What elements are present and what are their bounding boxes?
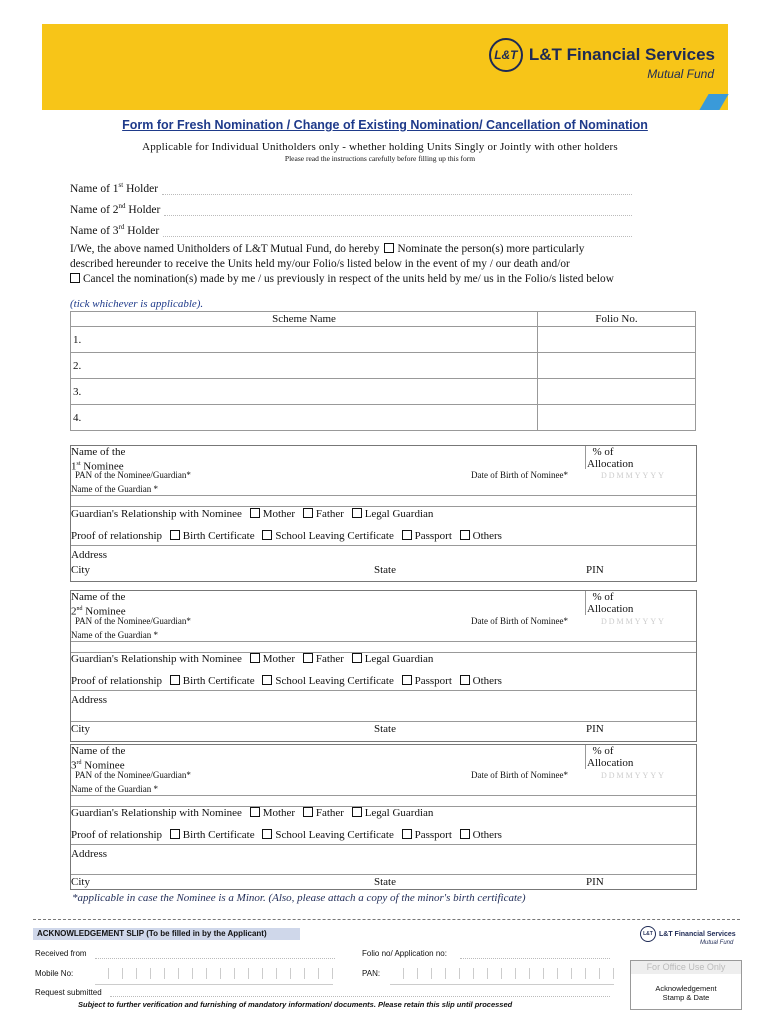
school-cert-checkbox[interactable] [262,530,272,540]
dob-input[interactable]: DDMMYYYY [601,471,666,480]
cancel-checkbox[interactable] [70,273,80,283]
scheme-row[interactable]: 1. [71,327,538,353]
state-label: State [374,564,396,576]
folio-label: Folio no/ Application no: [362,949,447,958]
dob-label: Date of Birth of Nominee* [471,470,568,480]
city-label: City [71,564,90,576]
holder-3-field[interactable] [163,226,632,237]
dob-label: Date of Birth of Nominee* [471,616,568,626]
proof-row: Proof of relationship Birth Certificate School Leaving Certificate Passport Others [71,675,502,687]
holder-2[interactable]: Name of 2nd Holder [70,202,632,216]
holder-1[interactable]: Name of 1st Holder [70,181,632,195]
others-checkbox[interactable] [460,829,470,839]
form-title: Form for Fresh Nomination / Change of Existing Nomination/ Cancellation of Nomination [122,118,648,132]
pan-ack-label: PAN: [362,969,381,978]
pan-ack-field[interactable] [390,966,614,985]
nominee-3-block: Name of the 3rd Nominee % of Allocation PAN of the Nominee/Guardian* Date of Birth of Nominee* DDMMYYYY Name of the Guardian * Guardian's Relationship with Nominee Mother Father Legal Guardian Proof of relationship Birth Certificate School Leaving Certificate Passport Others Address City State PIN [70,744,697,890]
proof-row: Proof of relationship Birth Certificate School Leaving Certificate Passport Others [71,829,502,841]
nominate-checkbox[interactable] [384,243,394,253]
brand-name: L&T Financial Services [528,45,715,64]
pin-label: PIN [586,723,604,735]
others-checkbox[interactable] [460,530,470,540]
dob-input[interactable]: DDMMYYYY [601,771,666,780]
scheme-row[interactable]: 3. [71,379,538,405]
state-label: State [374,876,396,888]
dob-input[interactable]: DDMMYYYY [601,617,666,626]
ack-logo: L&T L&T Financial Services [640,926,736,942]
nominee-2-block: Name of the 2nd Nominee % of Allocation PAN of the Nominee/Guardian* Date of Birth of Nominee* DDMMYYYY Name of the Guardian * Guardian's Relationship with Nominee Mother Father Legal Guardian Proof of relationship Birth Certificate School Leaving Certificate Passport Others Address City State PIN [70,590,697,742]
form-subtitle: Applicable for Individual Unitholders only - whether holding Units Singly or Jointly with other holders [142,141,618,153]
scheme-row[interactable]: 4. [71,405,538,431]
mobile-field[interactable] [95,966,333,985]
relationship-row: Guardian's Relationship with Nominee Mother Father Legal Guardian [71,508,434,520]
birth-cert-checkbox[interactable] [170,675,180,685]
ack-title: ACKNOWLEDGEMENT SLIP (To be filled in by the Applicant) [33,928,300,940]
city-label: City [71,876,90,888]
folio-cell[interactable] [538,327,696,353]
scheme-table [70,311,696,431]
passport-checkbox[interactable] [402,675,412,685]
nominee-1-block: Name of the 1st Nominee % of Allocation PAN of the Nominee/Guardian* Date of Birth of Nominee* DDMMYYYY Name of the Guardian * Guardian's Relationship with Nominee Mother Father Legal Guardian Proof of relationship Birth Certificate School Leaving Certificate Passport Others Address City State PIN [70,445,697,582]
mobile-label: Mobile No: [35,969,74,978]
state-label: State [374,723,396,735]
mother-checkbox[interactable] [250,807,260,817]
office-use-box [630,960,742,1010]
folio-cell[interactable] [538,405,696,431]
minor-footnote: *applicable in case the Nominee is a Minor. (Also, please attach a copy of the minor's birth certificate) [72,892,526,904]
request-field[interactable] [110,986,610,997]
passport-checkbox[interactable] [402,530,412,540]
guardian-name-label: Name of the Guardian * [71,784,158,794]
folio-header: Folio No. [538,312,696,327]
scheme-row[interactable]: 2. [71,353,538,379]
legal-guardian-checkbox[interactable] [352,508,362,518]
holder-2-field[interactable] [164,205,632,216]
address-label: Address [71,549,108,561]
pan-label: PAN of the Nominee/Guardian* [75,770,191,780]
passport-checkbox[interactable] [402,829,412,839]
folio-cell[interactable] [538,353,696,379]
request-label: Request submitted [35,988,102,997]
legal-guardian-checkbox[interactable] [352,807,362,817]
pan-label: PAN of the Nominee/Guardian* [75,616,191,626]
father-checkbox[interactable] [303,807,313,817]
stamp-label: Acknowledgement Stamp & Date [655,984,717,1002]
received-from-label: Received from [35,949,87,958]
city-label: City [71,723,90,735]
brand-subtitle: Mutual Fund [647,67,714,81]
relationship-row: Guardian's Relationship with Nominee Mother Father Legal Guardian [71,653,434,665]
dob-label: Date of Birth of Nominee* [471,770,568,780]
relationship-row: Guardian's Relationship with Nominee Mother Father Legal Guardian [71,807,434,819]
proof-row: Proof of relationship Birth Certificate School Leaving Certificate Passport Others [71,530,502,542]
guardian-name-label: Name of the Guardian * [71,484,158,494]
instructions-note: Please read the instructions carefully before filling up this form [284,154,476,163]
received-from-field[interactable] [95,948,335,959]
pan-label: PAN of the Nominee/Guardian* [75,470,191,480]
father-checkbox[interactable] [303,508,313,518]
scheme-header: Scheme Name [71,312,538,327]
declaration: I/We, the above named Unitholders of L&T Mutual Fund, do hereby Nominate the person(s) more particularly described hereunder to receive the Units held my/our Folio/s listed below in the event of my / our death and/or Cancel the nomination(s) made by me / us previously in respect of the units held by me/ us in the Folio/s listed below [70,243,614,285]
holder-3[interactable]: Name of 3rd Holder [70,223,632,237]
holder-1-field[interactable] [162,184,632,195]
folio-field[interactable] [460,948,610,959]
folio-cell[interactable] [538,379,696,405]
pin-label: PIN [586,876,604,888]
address-label: Address [71,694,108,706]
tick-note: (tick whichever is applicable). [70,298,204,310]
birth-cert-checkbox[interactable] [170,530,180,540]
birth-cert-checkbox[interactable] [170,829,180,839]
mother-checkbox[interactable] [250,508,260,518]
school-cert-checkbox[interactable] [262,675,272,685]
lt-logo-icon: L&T [640,926,656,942]
ack-disclaimer: Subject to further verification and furnishing of mandatory information/ documents. Please retain this slip until processed [78,1000,513,1009]
others-checkbox[interactable] [460,675,470,685]
school-cert-checkbox[interactable] [262,829,272,839]
lt-logo-icon: L&T [489,38,523,72]
legal-guardian-checkbox[interactable] [352,653,362,663]
guardian-name-label: Name of the Guardian * [71,630,158,640]
father-checkbox[interactable] [303,653,313,663]
office-use-label: For Office Use Only [631,961,741,974]
tear-line [33,919,740,920]
pin-label: PIN [586,564,604,576]
mother-checkbox[interactable] [250,653,260,663]
address-label: Address [71,848,108,860]
